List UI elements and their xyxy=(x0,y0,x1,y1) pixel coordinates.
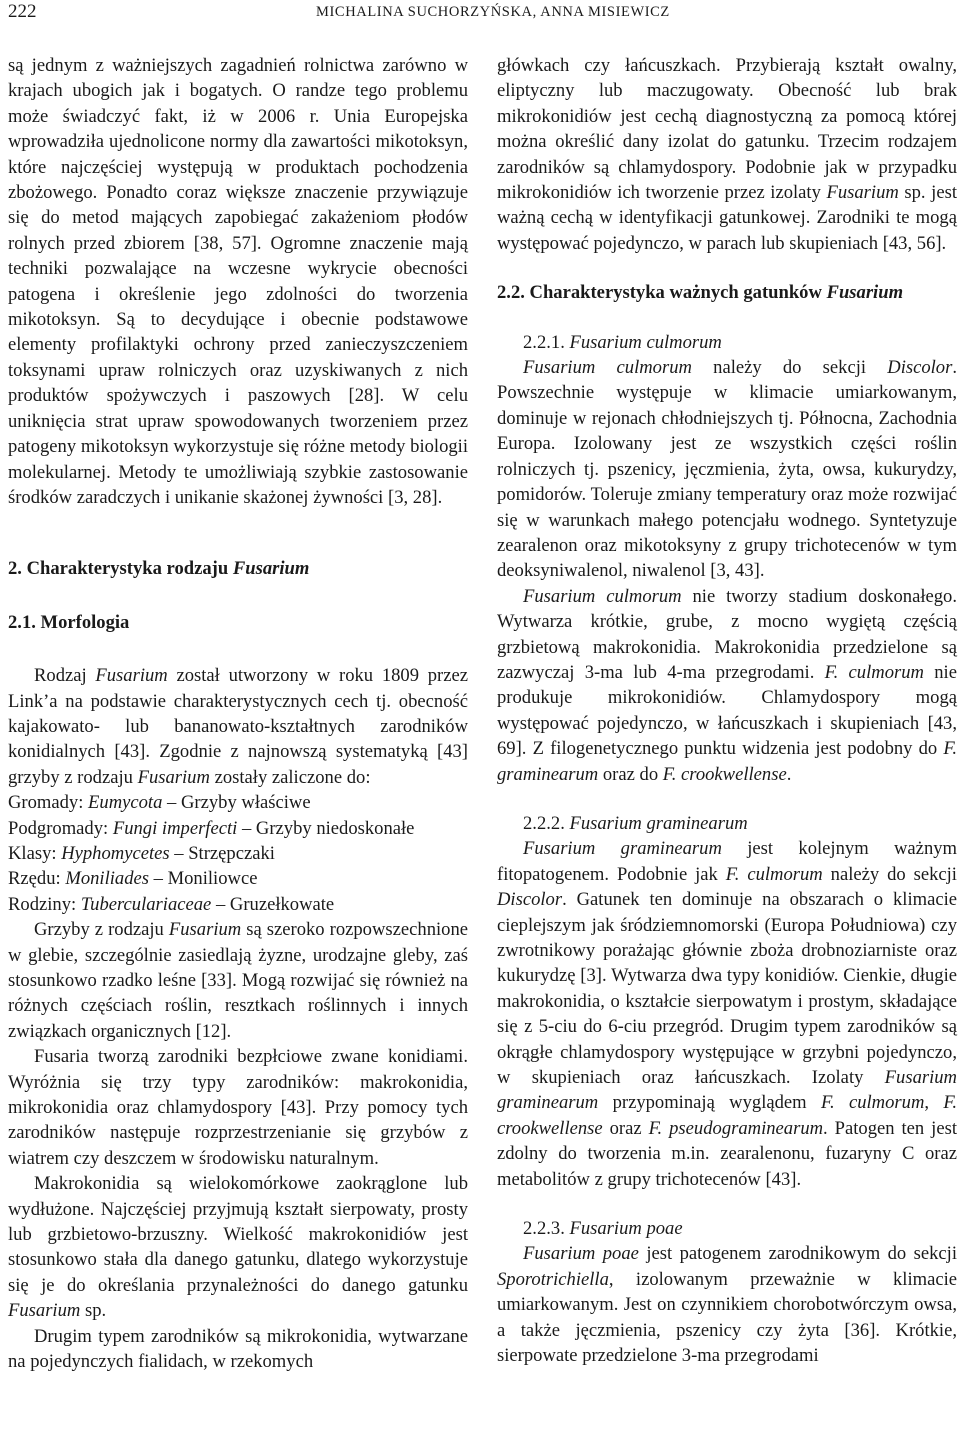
paragraph: Grzyby z rodzaju Fusarium są szeroko rozpowszechnione w glebie, szczególnie zasiedlają żyzne, urodzajne gleby, zaś stosunkowo rzadko leśne [33]. Mogą rozwijać się również na różnych częściach roślin, resztkach roślinnych i innych związkach organicznych [12]. xyxy=(8,919,469,1042)
taxonomy-line: Klasy: Hyphomycetes – Strzępczaki xyxy=(8,842,275,864)
paragraph: Drugim typem zarodników są mikrokonidia, wytwarzane na pojedynczych fialidach, w rzekomych xyxy=(8,1325,468,1373)
subsection-heading: 2.2. Charakterystyka ważnych gatunków Fusarium xyxy=(497,282,904,304)
taxonomy-line: Rodziny: Tuberculariaceae – Gruzełkowate xyxy=(8,893,335,915)
paragraph: Fusaria tworzą zarodniki bezpłciowe zwane konidiami. Wyróżnia się trzy typy zarodników: makrokonidia, mikrokonidia oraz chlamydospory [43]. Przy pomocy tych zarodników następuje rozprzestrzenianie się grzybów z wiatrem czy deszczem w środowisku naturalnym. xyxy=(8,1046,468,1169)
taxonomy-line: Rzędu: Moniliades – Moniliowce xyxy=(8,868,258,890)
page-header xyxy=(8,0,958,30)
paragraph: Fusarium culmorum należy do sekcji Discolor. Powszechnie występuje w klimacie umiarkowanym, dominuje w rejonach chłodniejszych tj. Północna, Zachodnia Europa. Izolowany jest ze wszystkich części roślin rolniczych tj. pszenicy, jęczmienia, żyta, owsa, kukurydzy, pomidorów. Toleruje zmiany temperatury oraz może rozwijać się w warunkach małego potencjału wodnego. Syntetyzuje zearalenon oraz mikotoksyny z grupy trichotecenów w tym deoksyniwalenol, niwalenol [3, 43]. xyxy=(497,357,957,582)
section-heading: 2. Charakterystyka rodzaju Fusarium xyxy=(8,558,310,580)
paragraph: Makrokonidia są wielokomórkowe zaokrąglone lub wydłużone. Najczęściej przyjmują kształt sierpowaty, prosty lub grzbietowo-brzuszny. Wielkość makrokonidiów jest stosunkowo stała dla danego gatunku, dlatego wykorzystuje się je do określania przynależności do danego gatunku Fusarium sp. xyxy=(8,1173,468,1322)
taxonomy-line: Gromady: Eumycota – Grzyby właściwe xyxy=(8,792,311,814)
paragraph: są jednym z ważniejszych zagadnień rolnictwa zarówno w krajach ubogich jak i bogatych. O randze tego problemu może świadczyć fakt, iż w 2006 r. Unia Europejska wprowadziła ujednolicone normy dla zawartości mikotoksyn, które najczęściej występują w produktach pochodzenia zbożowego. Ponadto coraz większe znaczenie przywiązuje się do metod mających zapobiegać zakażeniom płodów rolnych przed zbiorem [38, 57]. Ogromne znaczenie mają techniki pozwalające na wczesne wykrycie obecności patogena i określenie jego zdolności do tworzenia mikotoksyn. Są to decydujące i obecnie podstawowe elementy profilaktyki ochrony przed zanieczyszczeniem toksynami upraw rolniczych oraz uzyskiwanych z nich produktów spożywczych i paszowych [28]. W celu uniknięcia strat upraw spowodowanych tworzeniem przez patogeny mikotoksyn wykorzystuje się różne metody biologii molekularnej. Metody te umożliwiają szybkie zastosowanie środków zaradczych i unikanie skażonej żywności [3, 28]. xyxy=(8,55,468,508)
left-column xyxy=(8,53,468,1375)
taxonomy-line: Podgromady: Fungi imperfecti – Grzyby niedoskonałe xyxy=(8,817,415,839)
paragraph: Rodzaj Fusarium został utworzony w roku 1809 przez Link’a na podstawie charakterystycznych cech tj. obecność kajakowato- lub bananowato-kształtnych zarodników konidialnych [43]. Zgodnie z najnowszą systematyką [43] grzyby z rodzaju Fusarium zostały zaliczone do: xyxy=(8,665,468,788)
paragraph: główkach czy łańcuszkach. Przybierają kształt owalny, eliptyczny lub maczugowaty. Obecność lub brak mikrokonidiów jest cechą diagnostyczną za pomocą której można określić dany izolat do gatunku. Trzecim rodzajem zarodników są chlamydospory. Podobnie jak w przypadku mikrokonidiów ich tworzenie przez izolaty Fusarium sp. jest ważną cechą w identyfikacji gatunkowej. Zarodniki te mogą występować pojedynczo, w parach lub skupieniach [43, 56]. xyxy=(497,55,957,254)
subsubsection-heading: 2.2.1. Fusarium culmorum xyxy=(523,331,722,353)
subsection-heading: 2.1. Morfologia xyxy=(8,611,130,633)
paragraph: Fusarium graminearum jest kolejnym ważnym fitopatogenem. Podobnie jak F. culmorum należy do sekcji Discolor. Gatunek ten dominuje na obszarach o klimacie cieplejszym jak śródziemnomorski (Europa Południowa) czy zwrotnikowy porażając głównie zboża drobnoziarniste oraz kukurydzę [3]. Wytwarza dwa typy konidiów. Cienkie, długie makrokonidia, o kształcie sierpowatym i prostym, składające się z 5-ciu do 6-ciu przegród. Drugim typem zarodników są okrągłe chlamydospory występujące w grzybni pojedynczo, w skupieniach oraz łańcuszkach. Izolaty Fusarium graminearum przypominają wyglądem F. culmorum, F. crookwellense oraz F. pseudograminearum. Patogen ten jest zdolny do tworzenia m.in. zearalenonu, fuzaryny C oraz metabolitów z grupy trichotecenów [43]. xyxy=(497,838,957,1190)
right-column xyxy=(497,53,957,1369)
subsubsection-heading: 2.2.2. Fusarium graminearum xyxy=(523,812,748,834)
running-head-authors: MICHALINA SUCHORZYŃSKA, ANNA MISIEWICZ xyxy=(316,4,670,20)
paragraph: Fusarium culmorum nie tworzy stadium doskonałego. Wytwarza krótkie, grube, z mocno wygiętą częścią grzbietową makrokonidia. Makrokonidia przedzielone są zazwyczaj 3-ma lub 4-ma przegrodami. F. culmorum nie produkuje mikrokonidiów. Chlamydospory mogą występować pojedynczo, w łańcuszkach i skupieniach [43, 69]. Z filogenetycznego punktu widzenia jest podobny do F. graminearum oraz do F. crookwellense. xyxy=(497,585,957,785)
page-number: 222 xyxy=(8,1,37,22)
subsubsection-heading: 2.2.3. Fusarium poae xyxy=(523,1218,683,1240)
paragraph: Fusarium poae jest patogenem zarodnikowym do sekcji Sporotrichiella, izolowanym przeważnie w klimacie umiarkowanym. Jest on czynnikiem chorobotwórczym owsa, a także jęczmienia, pszenicy czy żyta [36]. Krótkie, sierpowate przedzielone 3-ma przegrodami xyxy=(497,1243,958,1367)
